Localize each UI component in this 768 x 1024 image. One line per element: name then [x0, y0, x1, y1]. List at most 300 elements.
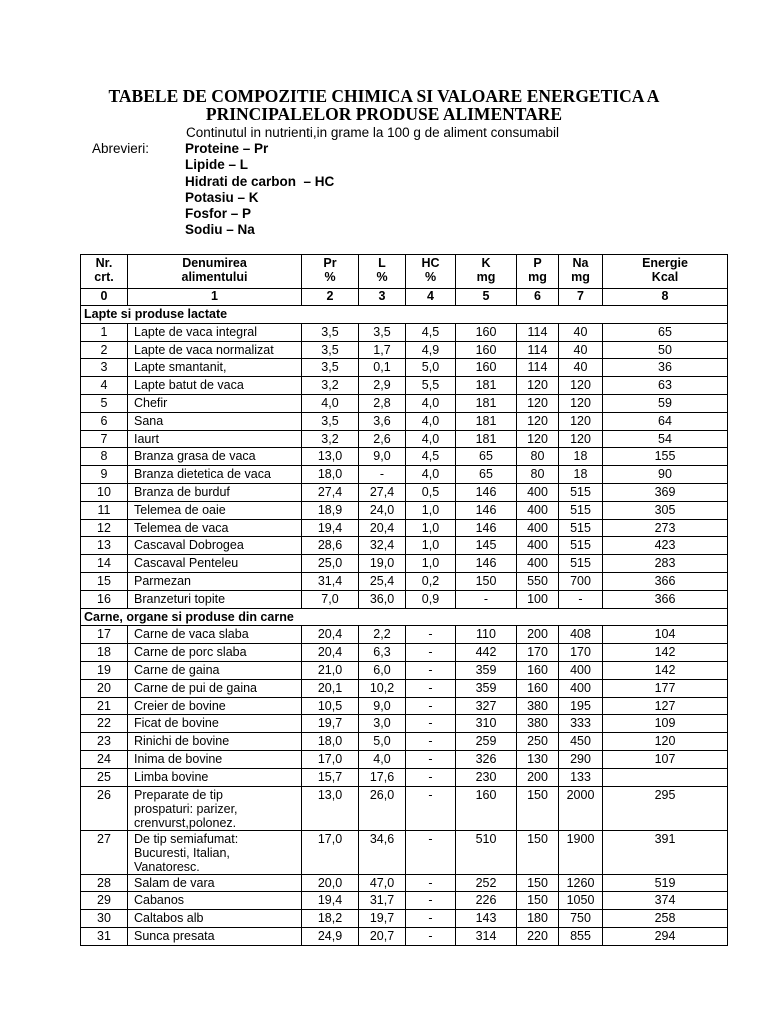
cell-nr: 29	[81, 892, 128, 910]
table-row	[81, 768, 728, 786]
cell-energy: 59	[603, 394, 728, 412]
cell-na: 400	[559, 679, 603, 697]
cell-k: 442	[456, 644, 517, 662]
cell-name: Carne de vaca slaba	[128, 626, 302, 644]
cell-l: 20,4	[359, 519, 406, 537]
cell-name: Limba bovine	[128, 768, 302, 786]
cell-name: Chefir	[128, 394, 302, 412]
cell-p: 220	[517, 927, 559, 945]
cell-k: 160	[456, 359, 517, 377]
cell-k: 181	[456, 394, 517, 412]
cell-energy: 142	[603, 644, 728, 662]
document-title-line1: TABELE DE COMPOZITIE CHIMICA SI VALOARE ENERGETICA A	[108, 86, 660, 106]
cell-line: crenvurst,polonez.	[134, 815, 237, 830]
cell-energy: 54	[603, 430, 728, 448]
cell-p: 400	[517, 519, 559, 537]
document-subtitle: Continutul in nutrienti,in grame la 100 g de aliment consumabil	[186, 125, 559, 140]
cell-name: Sunca presata	[128, 927, 302, 945]
cell-nr: 21	[81, 697, 128, 715]
cell-nr: 24	[81, 750, 128, 768]
cell-p: 100	[517, 590, 559, 608]
cell-energy: 305	[603, 501, 728, 519]
cell-l: 27,4	[359, 483, 406, 501]
cell-hc: -	[406, 679, 456, 697]
table-row	[81, 697, 728, 715]
cell-l: 3,6	[359, 412, 406, 430]
cell-na: 290	[559, 750, 603, 768]
cell-l: 19,0	[359, 555, 406, 573]
cell-na: 133	[559, 768, 603, 786]
table-row	[81, 679, 728, 697]
cell-hc: -	[406, 910, 456, 928]
cell-nr: 14	[81, 555, 128, 573]
cell-hc: 4,5	[406, 448, 456, 466]
cell-nr: 6	[81, 412, 128, 430]
cell-na: 855	[559, 927, 603, 945]
cell-k: 181	[456, 377, 517, 395]
cell-p: 160	[517, 661, 559, 679]
cell-l: 6,3	[359, 644, 406, 662]
header-name: Denumirea alimentului	[128, 255, 302, 289]
cell-l: 26,0	[359, 786, 406, 830]
cell-na: 515	[559, 483, 603, 501]
cell-nr: 10	[81, 483, 128, 501]
cell-k: 314	[456, 927, 517, 945]
cell-energy: 258	[603, 910, 728, 928]
cell-l: 24,0	[359, 501, 406, 519]
table-row	[81, 394, 728, 412]
table-row	[81, 448, 728, 466]
cell-k: 181	[456, 430, 517, 448]
cell-hc: 4,0	[406, 430, 456, 448]
cell-pr: 19,4	[302, 519, 359, 537]
cell-name: Lapte de vaca normalizat	[128, 341, 302, 359]
cell-hc: 1,0	[406, 519, 456, 537]
cell-p: 120	[517, 430, 559, 448]
cell-energy: 374	[603, 892, 728, 910]
cell-k: 146	[456, 501, 517, 519]
cell-hc: -	[406, 786, 456, 830]
column-number: 1	[128, 289, 302, 306]
cell-energy: 107	[603, 750, 728, 768]
cell-k: 145	[456, 537, 517, 555]
cell-k: 252	[456, 874, 517, 892]
table-row	[81, 830, 728, 874]
table-header	[81, 255, 728, 306]
cell-p: 400	[517, 555, 559, 573]
cell-energy: 155	[603, 448, 728, 466]
cell-nr: 20	[81, 679, 128, 697]
table-row	[81, 786, 728, 830]
cell-nr: 5	[81, 394, 128, 412]
cell-nr: 30	[81, 910, 128, 928]
table-row	[81, 927, 728, 945]
cell-p: 120	[517, 394, 559, 412]
cell-k: 65	[456, 466, 517, 484]
cell-hc: 1,0	[406, 537, 456, 555]
table-row	[81, 377, 728, 395]
cell-name: Caltabos alb	[128, 910, 302, 928]
cell-p: 200	[517, 626, 559, 644]
cell-name: Sana	[128, 412, 302, 430]
cell-l: 10,2	[359, 679, 406, 697]
cell-pr: 31,4	[302, 572, 359, 590]
table-row	[81, 910, 728, 928]
cell-pr: 24,9	[302, 927, 359, 945]
cell-name: Inima de bovine	[128, 750, 302, 768]
cell-name: Cascaval Penteleu	[128, 555, 302, 573]
cell-nr: 9	[81, 466, 128, 484]
cell-l: 20,7	[359, 927, 406, 945]
cell-energy: 127	[603, 697, 728, 715]
cell-k: 327	[456, 697, 517, 715]
cell-na: 400	[559, 661, 603, 679]
cell-na: 170	[559, 644, 603, 662]
cell-hc: 0,9	[406, 590, 456, 608]
cell-name: Lapte de vaca integral	[128, 323, 302, 341]
cell-na: 408	[559, 626, 603, 644]
cell-pr: 17,0	[302, 750, 359, 768]
cell-na: 18	[559, 448, 603, 466]
cell-k: 65	[456, 448, 517, 466]
table-row	[81, 537, 728, 555]
cell-p: 150	[517, 874, 559, 892]
cell-p: 150	[517, 786, 559, 830]
table-row	[81, 412, 728, 430]
cell-k: 310	[456, 715, 517, 733]
column-number: 2	[302, 289, 359, 306]
cell-pr: 13,0	[302, 786, 359, 830]
section-header-row	[81, 306, 728, 324]
header-pr: Pr %	[302, 255, 359, 289]
cell-pr: 3,5	[302, 359, 359, 377]
cell-hc: 0,2	[406, 572, 456, 590]
section-title: Lapte si produse lactate	[81, 306, 728, 324]
cell-na: 450	[559, 733, 603, 751]
cell-l: 1,7	[359, 341, 406, 359]
cell-pr: 21,0	[302, 661, 359, 679]
cell-energy: 36	[603, 359, 728, 377]
cell-p: 160	[517, 679, 559, 697]
cell-pr: 18,0	[302, 733, 359, 751]
cell-nr: 8	[81, 448, 128, 466]
cell-na: -	[559, 590, 603, 608]
table-row	[81, 644, 728, 662]
cell-nr: 4	[81, 377, 128, 395]
cell-name	[128, 786, 302, 830]
cell-name: Salam de vara	[128, 874, 302, 892]
cell-p: 200	[517, 768, 559, 786]
cell-na: 120	[559, 412, 603, 430]
cell-nr: 22	[81, 715, 128, 733]
cell-p: 170	[517, 644, 559, 662]
table-row	[81, 341, 728, 359]
abbreviation-item: Lipide – L	[185, 157, 249, 173]
abbreviation-item: Sodiu – Na	[185, 222, 255, 238]
cell-pr: 15,7	[302, 768, 359, 786]
cell-line: prospaturi: parizer,	[134, 801, 238, 816]
cell-pr: 25,0	[302, 555, 359, 573]
cell-pr: 3,2	[302, 430, 359, 448]
header-l: L %	[359, 255, 406, 289]
table-row	[81, 483, 728, 501]
cell-nr: 31	[81, 927, 128, 945]
cell-p: 120	[517, 412, 559, 430]
cell-hc: -	[406, 661, 456, 679]
cell-name: Carne de pui de gaina	[128, 679, 302, 697]
cell-nr: 18	[81, 644, 128, 662]
cell-na: 120	[559, 377, 603, 395]
cell-nr: 17	[81, 626, 128, 644]
cell-energy: 177	[603, 679, 728, 697]
cell-nr: 26	[81, 786, 128, 830]
cell-k: 146	[456, 519, 517, 537]
cell-na: 1900	[559, 830, 603, 874]
column-number: 4	[406, 289, 456, 306]
cell-na: 40	[559, 323, 603, 341]
cell-energy: 63	[603, 377, 728, 395]
cell-k: 326	[456, 750, 517, 768]
cell-l: 32,4	[359, 537, 406, 555]
cell-pr: 28,6	[302, 537, 359, 555]
cell-pr: 19,4	[302, 892, 359, 910]
cell-energy: 142	[603, 661, 728, 679]
cell-l: 31,7	[359, 892, 406, 910]
cell-name: Iaurt	[128, 430, 302, 448]
header-p: P mg	[517, 255, 559, 289]
cell-k: 110	[456, 626, 517, 644]
abbreviation-item: Fosfor – P	[185, 206, 252, 222]
cell-na: 40	[559, 341, 603, 359]
cell-name: Branzeturi topite	[128, 590, 302, 608]
cell-l: 2,8	[359, 394, 406, 412]
table-row	[81, 359, 728, 377]
cell-energy: 366	[603, 590, 728, 608]
cell-name: Telemea de oaie	[128, 501, 302, 519]
cell-l: 47,0	[359, 874, 406, 892]
header-row	[81, 255, 728, 289]
cell-energy: 64	[603, 412, 728, 430]
column-number: 5	[456, 289, 517, 306]
table-row	[81, 750, 728, 768]
cell-energy: 50	[603, 341, 728, 359]
cell-na: 1050	[559, 892, 603, 910]
cell-pr: 13,0	[302, 448, 359, 466]
cell-p: 400	[517, 483, 559, 501]
cell-energy: 104	[603, 626, 728, 644]
header-hc: HC %	[406, 255, 456, 289]
cell-name: Carne de porc slaba	[128, 644, 302, 662]
cell-na: 750	[559, 910, 603, 928]
cell-l: 9,0	[359, 697, 406, 715]
header-energy: Energie Kcal	[603, 255, 728, 289]
cell-name: Branza dietetica de vaca	[128, 466, 302, 484]
cell-energy: 65	[603, 323, 728, 341]
cell-hc: 5,0	[406, 359, 456, 377]
table-row	[81, 501, 728, 519]
cell-pr: 20,0	[302, 874, 359, 892]
cell-hc: -	[406, 768, 456, 786]
cell-line: Vanatoresc.	[134, 859, 200, 874]
cell-nr: 25	[81, 768, 128, 786]
cell-p: 130	[517, 750, 559, 768]
cell-na: 515	[559, 501, 603, 519]
cell-p: 150	[517, 892, 559, 910]
cell-k: 146	[456, 555, 517, 573]
cell-na: 515	[559, 537, 603, 555]
cell-p: 380	[517, 715, 559, 733]
cell-nr: 13	[81, 537, 128, 555]
cell-hc: -	[406, 750, 456, 768]
cell-na: 120	[559, 430, 603, 448]
table-row	[81, 323, 728, 341]
cell-l: 2,6	[359, 430, 406, 448]
cell-k: 146	[456, 483, 517, 501]
abbreviation-item: Proteine – Pr	[185, 141, 269, 156]
cell-k: 160	[456, 786, 517, 830]
cell-k: 226	[456, 892, 517, 910]
table-row	[81, 733, 728, 751]
cell-hc: -	[406, 715, 456, 733]
abbreviations-label: Abrevieri:	[92, 141, 150, 156]
cell-l: 17,6	[359, 768, 406, 786]
table-row	[81, 430, 728, 448]
cell-p: 180	[517, 910, 559, 928]
cell-energy: 283	[603, 555, 728, 573]
cell-nr: 27	[81, 830, 128, 874]
cell-name: Ficat de bovine	[128, 715, 302, 733]
cell-name: Carne de gaina	[128, 661, 302, 679]
cell-nr: 3	[81, 359, 128, 377]
cell-hc: -	[406, 644, 456, 662]
cell-pr: 19,7	[302, 715, 359, 733]
cell-pr: 10,5	[302, 697, 359, 715]
cell-line: Bucuresti, Italian,	[134, 845, 230, 860]
cell-hc: 4,5	[406, 323, 456, 341]
cell-nr: 19	[81, 661, 128, 679]
cell-l: 2,2	[359, 626, 406, 644]
cell-hc: -	[406, 874, 456, 892]
cell-pr: 20,1	[302, 679, 359, 697]
cell-p: 120	[517, 377, 559, 395]
cell-k: 259	[456, 733, 517, 751]
cell-name: Cabanos	[128, 892, 302, 910]
composition-table	[80, 254, 728, 946]
cell-line: De tip semiafumat:	[134, 831, 239, 846]
cell-p: 250	[517, 733, 559, 751]
cell-l: 34,6	[359, 830, 406, 874]
table-row	[81, 572, 728, 590]
cell-name: Lapte smantanit,	[128, 359, 302, 377]
cell-name: Creier de bovine	[128, 697, 302, 715]
cell-l: 36,0	[359, 590, 406, 608]
cell-hc: -	[406, 733, 456, 751]
cell-p: 114	[517, 341, 559, 359]
table-row	[81, 626, 728, 644]
table-row	[81, 715, 728, 733]
cell-pr: 27,4	[302, 483, 359, 501]
cell-na: 40	[559, 359, 603, 377]
cell-l: 6,0	[359, 661, 406, 679]
table-row	[81, 466, 728, 484]
table-row	[81, 590, 728, 608]
cell-energy: 120	[603, 733, 728, 751]
cell-hc: 4,0	[406, 412, 456, 430]
cell-k: 181	[456, 412, 517, 430]
cell-p: 150	[517, 830, 559, 874]
cell-nr: 23	[81, 733, 128, 751]
cell-nr: 1	[81, 323, 128, 341]
column-number: 0	[81, 289, 128, 306]
cell-na: 515	[559, 555, 603, 573]
cell-na: 1260	[559, 874, 603, 892]
cell-k: 359	[456, 661, 517, 679]
cell-hc: 4,0	[406, 466, 456, 484]
cell-energy: 366	[603, 572, 728, 590]
cell-p: 380	[517, 697, 559, 715]
cell-p: 550	[517, 572, 559, 590]
document-title-line2: PRINCIPALELOR PRODUSE ALIMENTARE	[205, 104, 563, 124]
cell-name: Telemea de vaca	[128, 519, 302, 537]
cell-name: Branza de burduf	[128, 483, 302, 501]
cell-nr: 12	[81, 519, 128, 537]
cell-line: Preparate de tip	[134, 787, 223, 802]
column-number: 8	[603, 289, 728, 306]
cell-na: 2000	[559, 786, 603, 830]
cell-nr: 28	[81, 874, 128, 892]
column-number: 6	[517, 289, 559, 306]
cell-k: -	[456, 590, 517, 608]
cell-l: 25,4	[359, 572, 406, 590]
table-body	[81, 306, 728, 946]
abbreviation-item: Potasiu – K	[185, 189, 259, 205]
cell-pr: 3,2	[302, 377, 359, 395]
cell-l: 0,1	[359, 359, 406, 377]
cell-na: 515	[559, 519, 603, 537]
cell-hc: 0,5	[406, 483, 456, 501]
cell-energy: 295	[603, 786, 728, 830]
cell-nr: 2	[81, 341, 128, 359]
cell-pr: 3,5	[302, 341, 359, 359]
table-row	[81, 892, 728, 910]
cell-na: 18	[559, 466, 603, 484]
cell-l: 2,9	[359, 377, 406, 395]
cell-energy: 519	[603, 874, 728, 892]
cell-pr: 20,4	[302, 644, 359, 662]
table-row	[81, 874, 728, 892]
cell-energy: 90	[603, 466, 728, 484]
cell-name: Cascaval Dobrogea	[128, 537, 302, 555]
cell-p: 400	[517, 537, 559, 555]
cell-energy: 294	[603, 927, 728, 945]
cell-pr: 18,9	[302, 501, 359, 519]
cell-k: 359	[456, 679, 517, 697]
section-title: Carne, organe si produse din carne	[81, 608, 728, 626]
cell-l: 19,7	[359, 910, 406, 928]
cell-pr: 4,0	[302, 394, 359, 412]
cell-p: 80	[517, 466, 559, 484]
cell-energy: 369	[603, 483, 728, 501]
cell-energy: 273	[603, 519, 728, 537]
cell-l: 3,5	[359, 323, 406, 341]
cell-k: 160	[456, 341, 517, 359]
cell-k: 230	[456, 768, 517, 786]
cell-nr: 11	[81, 501, 128, 519]
cell-hc: 1,0	[406, 555, 456, 573]
cell-hc: 1,0	[406, 501, 456, 519]
cell-name: Branza grasa de vaca	[128, 448, 302, 466]
cell-pr: 20,4	[302, 626, 359, 644]
